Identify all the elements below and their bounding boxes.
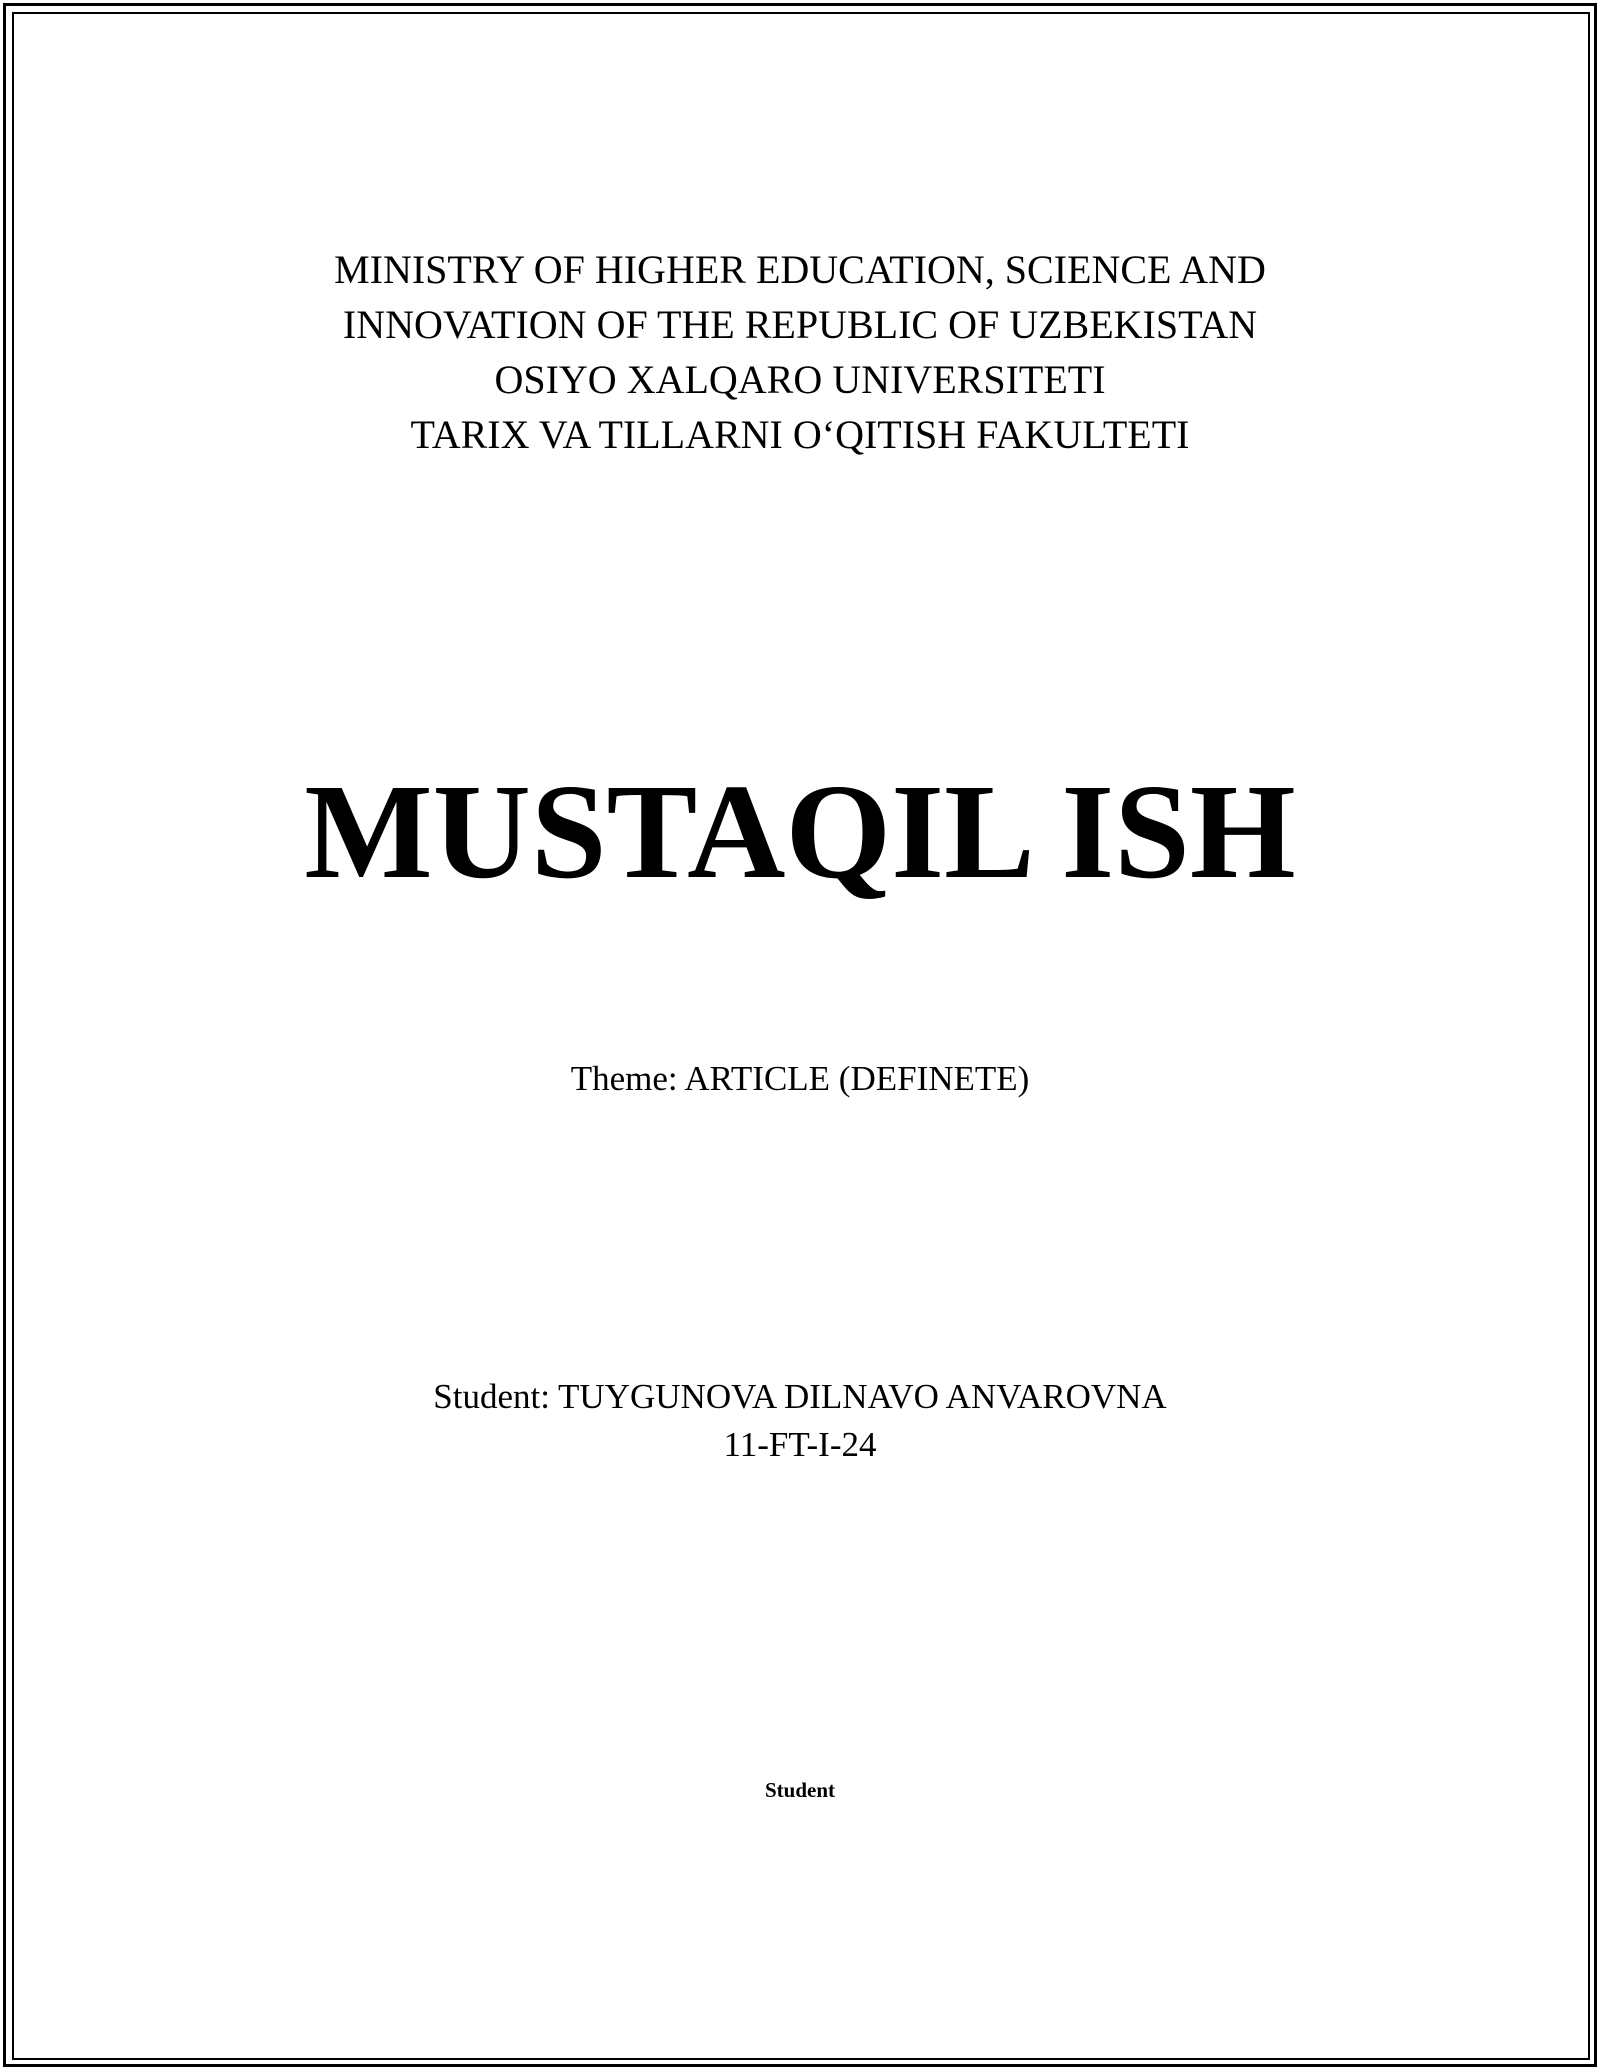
ministry-line-2: INNOVATION OF THE REPUBLIC OF UZBEKISTAN	[342, 302, 1258, 347]
institution-header	[0, 242, 1600, 462]
footer-student-label: Student	[764, 1778, 836, 1802]
student-group: 11-FT-I-24	[723, 1425, 877, 1464]
ministry-line-1: MINISTRY OF HIGHER EDUCATION, SCIENCE AND	[334, 247, 1266, 292]
document-title: MUSTAQIL ISH	[304, 757, 1296, 907]
student-info	[0, 1373, 1600, 1469]
theme-line: Theme: ARTICLE (DEFINETE)	[570, 1059, 1030, 1098]
university-name: OSIYO XALQARO UNIVERSITETI	[494, 357, 1106, 402]
student-name: Student: TUYGUNOVA DILNAVO ANVAROVNA	[433, 1377, 1167, 1416]
faculty-name: TARIX VA TILLARNI O‘QITISH FAKULTETI	[410, 412, 1190, 457]
